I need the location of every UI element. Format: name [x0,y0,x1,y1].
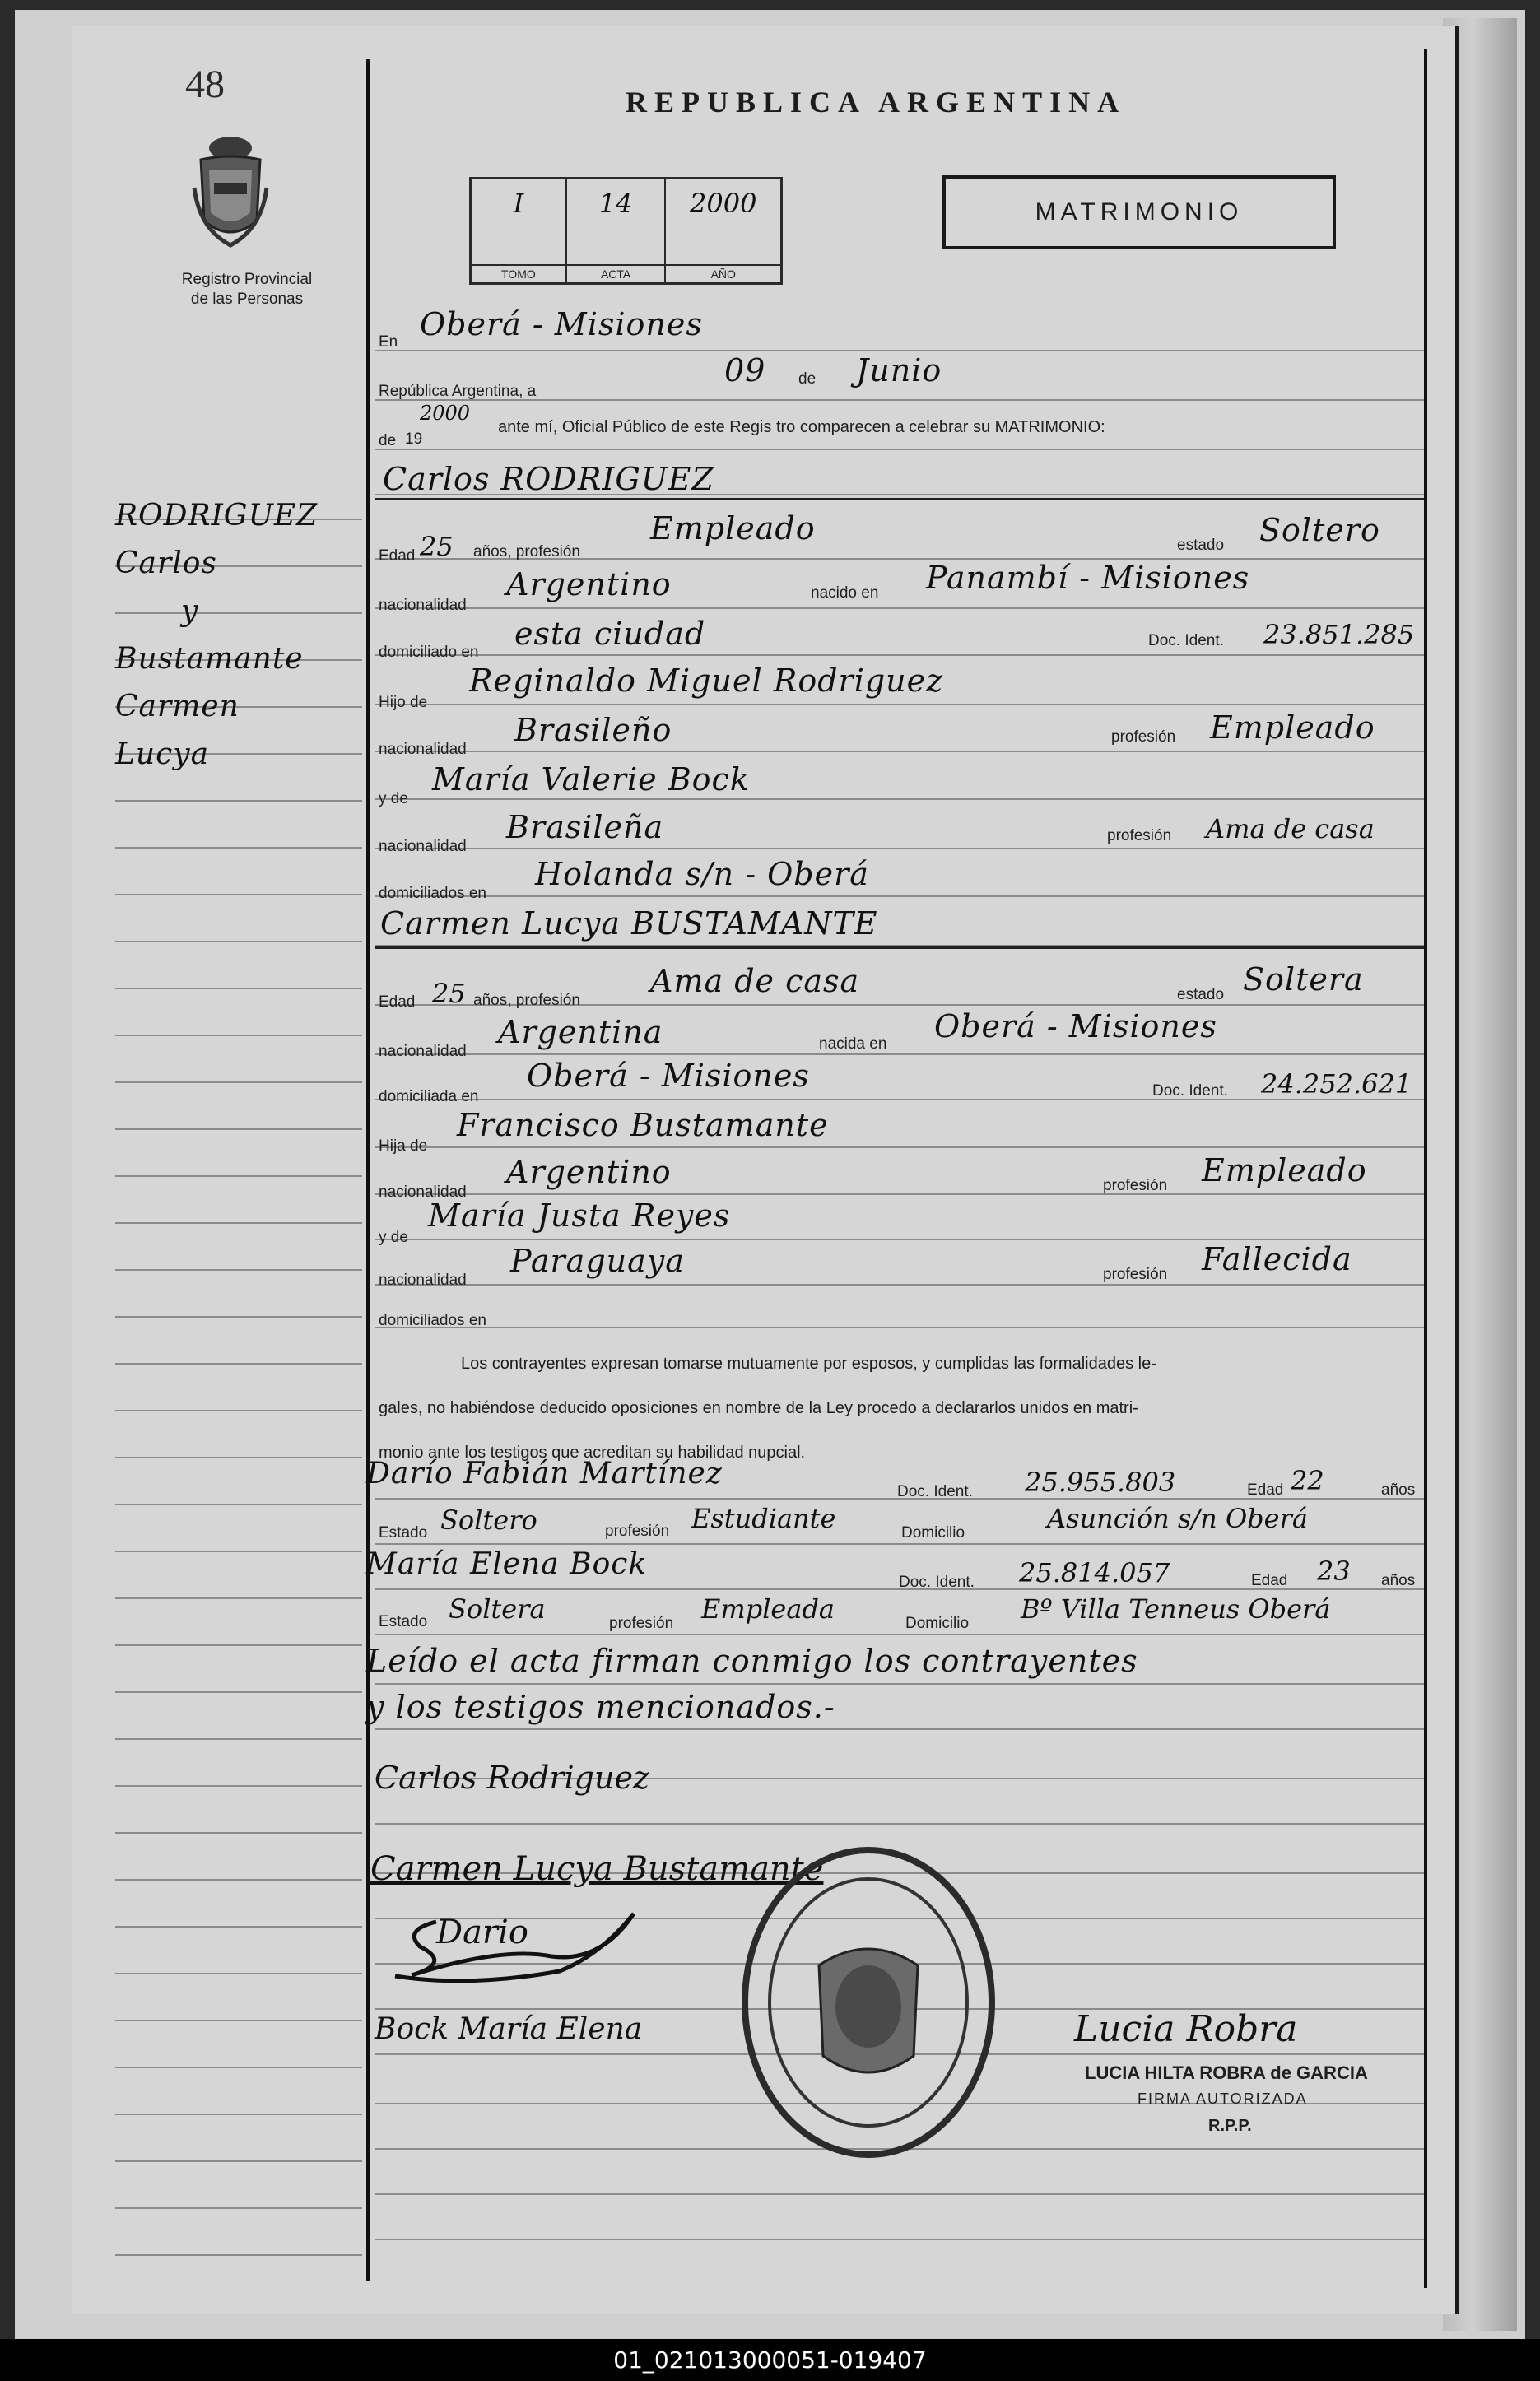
bride-madre-nac: Paraguaya [510,1243,685,1279]
bride-nacionalidad: Argentina [498,1014,663,1050]
margin-rule-line [115,1175,362,1177]
margin-rule-line [115,1832,362,1834]
bride-name: Carmen Lucya BUSTAMANTE [380,905,878,942]
tomo-value: I [513,188,524,219]
bride-madre-prof: Fallecida [1202,1241,1352,1277]
ledger-rule-line [375,449,1424,450]
groom-dom-padres-label: domiciliados en [379,885,486,902]
ledger-rule-line [375,1239,1424,1240]
witness2-domicilio: Bº Villa Tenneus Oberá [1021,1593,1331,1625]
groom-madre-nac: Brasileña [506,809,664,845]
year-struck: 19 [405,430,423,448]
acta-cell [567,179,667,282]
day-value: 09 [724,352,766,388]
witness1-doc-label: Doc. Ident. [897,1483,973,1500]
witness2-profesion: Empleada [701,1593,835,1625]
bride-edad-label: Edad [379,993,416,1011]
margin-rule-line [115,941,362,942]
witness1-domicilio-label: Domicilio [901,1524,965,1542]
official-name: LUCIA HILTA ROBRA de GARCIA [1085,2062,1368,2083]
de-year-label: de [379,432,397,449]
witness2-domicilio-label: Domicilio [905,1615,970,1632]
ledger-rule-line [375,2193,1424,2195]
witness1-profesion-label: profesión [605,1523,670,1540]
record-type-box: MATRIMONIO [942,175,1336,249]
witness1-estado-label: Estado [379,1524,428,1542]
closing-line: y los testigos mencionados.- [366,1689,835,1725]
margin-rule-line [115,1738,362,1740]
witness2-name: María Elena Bock [366,1547,648,1581]
witness2-edad: 23 [1317,1556,1351,1587]
groom-anos-prof-label: años, profesión [473,543,580,560]
groom-domicilio: esta ciudad [514,616,706,652]
witness1-signature [387,1897,642,1992]
margin-rule-line [115,800,362,802]
witness2-doc: 25.814.057 [1019,1557,1170,1588]
margin-note-line: Carmen [115,690,240,723]
bride-madre-label: y de [379,1229,408,1246]
bride-nacida: Oberá - Misiones [934,1008,1217,1044]
margin-rule-line [115,2207,362,2209]
margin-rule-line [115,1691,362,1693]
margin-note-line: RODRIGUEZ [115,499,319,532]
witness1-anos-label: años [1381,1481,1416,1499]
acta-label: ACTA [567,264,665,282]
groom-nacido: Panambí - Misiones [926,560,1250,596]
ledger-rule-line [375,1823,1424,1825]
ledger-rule-line [375,1284,1424,1286]
ledger-rule-line [375,654,1424,656]
bride-nacionalidad-label: nacionalidad [379,1043,467,1060]
ledger-rule-line [375,1146,1424,1148]
margin-rule-line [115,1081,362,1083]
month-value: Junio [856,352,942,388]
ledger-rule-line [375,2239,1424,2240]
witness2-edad-label: Edad [1251,1572,1288,1589]
groom-doc: 23.851.285 [1263,619,1415,650]
margin-rule-line [115,1269,362,1271]
official-org: R.P.P. [1208,2117,1252,2135]
margin-rule-line [115,1879,362,1881]
witness1-estado: Soltero [440,1504,537,1536]
bride-padre-prof: Empleado [1202,1152,1367,1188]
groom-nacionalidad: Argentino [506,566,672,602]
groom-padre-prof-label: profesión [1111,728,1176,746]
margin-note-line: y [181,594,199,628]
groom-padre-prof: Empleado [1210,709,1375,746]
ano-value: 2000 [690,188,757,219]
witness2-estado-label: Estado [379,1613,428,1630]
margin-note-line: Bustamante [115,642,304,676]
bride-profesion: Ama de casa [650,963,860,999]
margin-rule-line [115,1128,362,1130]
tomo-label: TOMO [472,264,565,282]
groom-signature: Carlos Rodriguez [375,1760,649,1796]
ledger-rule-line [375,1543,1424,1545]
margin-rule-line [115,2067,362,2068]
section-divider [375,498,1424,500]
groom-name: Carlos RODRIGUEZ [383,461,714,497]
margin-rule-line [115,1597,362,1599]
tomo-cell [472,179,567,282]
margin-rule-line [115,988,362,989]
intro-statement: ante mí, Oficial Público de este Regis tro comparecen a celebrar su MATRIMONIO: [498,418,1105,436]
groom-nacionalidad-label: nacionalidad [379,597,467,614]
margin-rule-line [115,1504,362,1505]
official-title: FIRMA AUTORIZADA [1138,2090,1308,2107]
institution-line2: de las Personas [190,291,304,308]
bride-madre-nac-label: nacionalidad [379,1272,467,1289]
witness2-anos-label: años [1381,1572,1416,1589]
ledger-rule-line [375,1327,1424,1328]
ledger-rule-line [375,704,1424,705]
ledger-rule-line [375,607,1424,609]
official-signature: Lucia Robra [1074,2008,1298,2050]
groom-madre-label: y de [379,790,408,807]
groom-madre-prof-label: profesión [1107,827,1172,844]
groom-madre-nac-label: nacionalidad [379,838,467,855]
ano-cell [666,179,780,282]
groom-nacido-label: nacido en [811,584,879,602]
bride-hija-label: Hija de [379,1137,428,1155]
margin-rule-line [115,1410,362,1411]
witness1-edad-label: Edad [1247,1481,1284,1499]
groom-padre: Reginaldo Miguel Rodriguez [469,663,944,699]
groom-domicilio-label: domiciliado en [379,644,479,661]
groom-estado: Soltero [1259,512,1380,548]
page-number: 48 [185,63,225,106]
declaration-line: gales, no habiéndose deducido oposiciones en nombre de la Ley procedo a declararlos unidos en matri- [379,1399,1138,1417]
institution-label [148,270,346,309]
groom-hijo-label: Hijo de [379,694,428,711]
bride-madre: María Justa Reyes [428,1197,731,1234]
bride-padre-prof-label: profesión [1103,1177,1168,1194]
margin-rule-line [115,1551,362,1552]
margin-rule-line [115,1644,362,1646]
groom-madre: María Valerie Bock [432,761,750,798]
bride-domicilio-label: domiciliada en [379,1088,479,1105]
margin-rule-line [115,1222,362,1224]
official-seal-icon [737,1842,1000,2167]
closing-text [366,1638,1138,1730]
ledger-rule-line [375,1053,1424,1055]
margin-note-line: Lucya [115,737,210,771]
margin-rule-line [115,1785,362,1787]
margin-note-line: Carlos [115,546,217,580]
coat-of-arms-icon [189,130,272,258]
groom-edad-label: Edad [379,547,416,565]
declaration-line: monio ante los testigos que acreditan su habilidad nupcial. [379,1444,806,1462]
ledger-rule-line [375,350,1424,351]
de-label: de [798,370,817,388]
witness1-domicilio: Asunción s/n Oberá [1047,1503,1308,1534]
ledger-rule-line [375,798,1424,800]
margin-rule-line [115,1973,362,1974]
witness1-profesion: Estudiante [691,1503,836,1534]
ledger-rule-line [375,1193,1424,1195]
groom-estado-label: estado [1177,537,1225,554]
bride-doc: 24.252.621 [1261,1068,1412,1100]
bride-doc-label: Doc. Ident. [1152,1082,1228,1100]
en-label: En [379,333,398,351]
witness1-name: Darío Fabián Martínez [366,1457,723,1490]
margin-rule-line [115,2020,362,2021]
groom-padre-nac: Brasileño [514,712,672,748]
witness2-signature: Bock María Elena [375,2012,643,2046]
margin-rule-line [115,1316,362,1318]
witness2-doc-label: Doc. Ident. [899,1574,975,1591]
margin-rule-line [115,2254,362,2256]
groom-padre-nac-label: nacionalidad [379,741,467,758]
margin-rule-line [115,1363,362,1365]
bride-domicilio: Oberá - Misiones [527,1058,810,1094]
witness1-edad: 22 [1291,1465,1324,1496]
margin-note [115,492,362,779]
document-title: REPUBLICA ARGENTINA [626,86,1127,119]
right-border [1424,49,1427,2288]
margin-rule-line [115,1457,362,1458]
bride-padre-nac-label: nacionalidad [379,1184,467,1201]
republic-label: República Argentina, a [379,383,537,400]
bride-padre: Francisco Bustamante [457,1107,829,1143]
ledger-rule-line [375,1634,1424,1635]
witness1-doc: 25.955.803 [1025,1467,1176,1498]
year-value: 2000 [420,402,471,425]
groom-doc-label: Doc. Ident. [1148,632,1224,649]
witness1-signature-text: Dario [436,1914,528,1951]
declaration [379,1342,1424,1475]
margin-divider [366,59,370,2281]
groom-profesion: Empleado [650,510,816,546]
footer-id: 01_021013000051-019407 [0,2339,1540,2381]
margin-rule-line [115,1035,362,1036]
bride-dom-padres-label: domiciliados en [379,1312,486,1329]
ano-label: AÑO [666,264,780,282]
closing-line: Leído el acta firman conmigo los contrayentes [366,1643,1138,1679]
margin-rule-line [115,2114,362,2115]
bride-edad: 25 [432,978,466,1009]
groom-dom-padres: Holanda s/n - Oberá [535,856,869,892]
groom-edad: 25 [420,531,454,562]
ledger-rule-line [375,895,1424,897]
margin-rule-line [115,2160,362,2162]
witness2-estado: Soltera [449,1593,546,1625]
margin-rule-line [115,847,362,849]
record-id-box [469,177,783,285]
bride-signature: Carmen Lucya Bustamante [370,1850,824,1888]
bride-nacida-label: nacida en [819,1035,887,1053]
institution-line1: Registro Provincial [181,271,313,288]
margin-rule-line [115,1926,362,1928]
place-value: Oberá - Misiones [420,306,703,342]
margin-rule-line [115,894,362,895]
acta-value: 14 [598,188,633,219]
bride-estado: Soltera [1243,961,1364,998]
section-divider [375,946,1424,949]
bride-madre-prof-label: profesión [1103,1266,1168,1283]
groom-madre-prof: Ama de casa [1206,813,1375,844]
witness2-profesion-label: profesión [609,1615,674,1632]
declaration-line: Los contrayentes expresan tomarse mutuamente por esposos, y cumplidas las formalidades le- [461,1355,1156,1373]
bride-anos-prof-label: años, profesión [473,992,580,1009]
ledger-rule-line [375,751,1424,752]
bride-padre-nac: Argentino [506,1154,672,1190]
ledger-rule-line [375,848,1424,849]
bride-estado-label: estado [1177,986,1225,1003]
